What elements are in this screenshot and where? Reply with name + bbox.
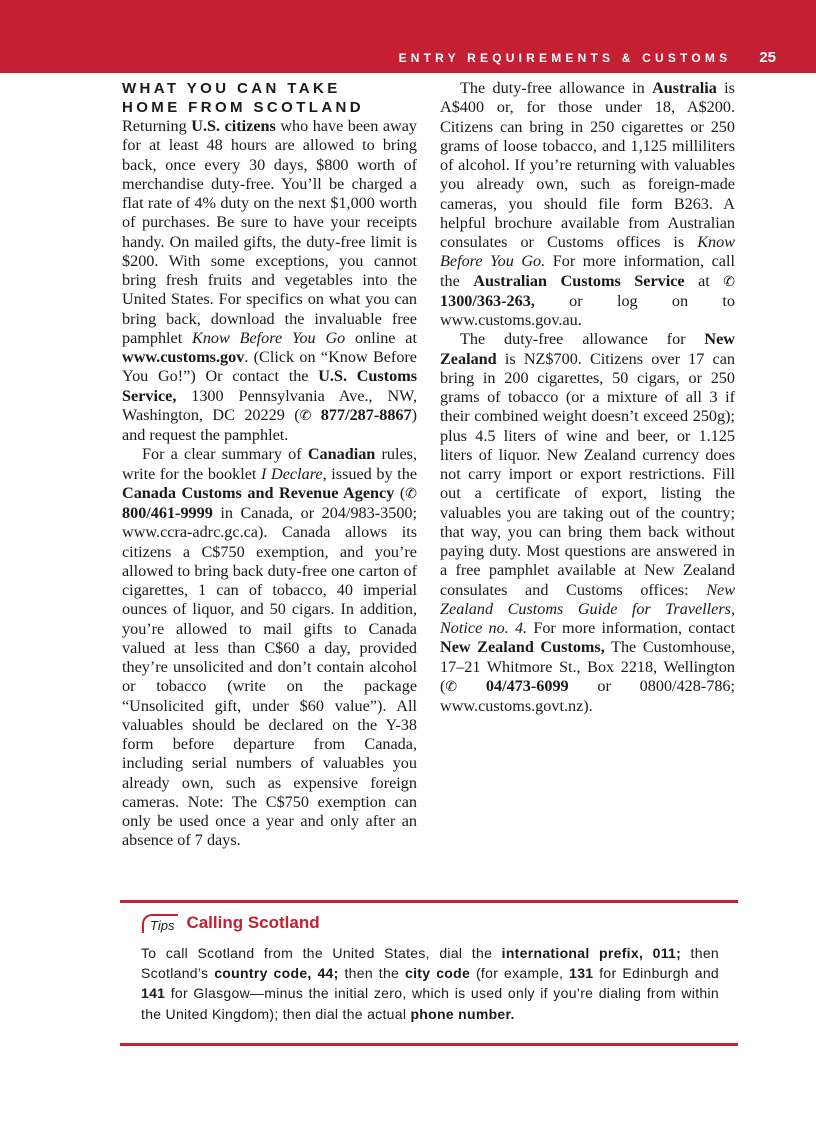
- new-zealand-paragraph: The duty-free allowance for New Zealand is NZ$700. Citizens over 17 can bring in 200 cigarettes, 50 cigars, or 250 grams of tobacco (or a mixture of all 3 if their combined weight doesn’t exceed 250g); plus 4.5 liters of wine and beer, or 1.125 liters of liquor. New Zealand currency does not carry import or export restrictions. Fill out a certificate of export, listing the valuables you are taking out of the country; that way, you can bring them back without paying duty. Most questions are answered in a free pamphlet available at New Zealand consulates and Customs offices: New Zealand Customs Guide for Travellers, Notice no. 4. For more information, contact New Zealand Customs, The Customhouse, 17–21 Whitmore St., Box 2218, Wellington (✆ 04/473-6099 or 0800/428-786; www.customs.govt.nz).: [440, 330, 736, 715]
- heading-line-1: WHAT YOU CAN TAKE: [122, 80, 341, 97]
- phone-icon: ✆: [405, 486, 418, 502]
- heading-line-2: HOME FROM SCOTLAND: [122, 99, 365, 116]
- canada-paragraph: For a clear summary of Canadian rules, write for the booklet I Declare, issued by the Canada Customs and Revenue Agency (✆ 800/461-9999 in Canada, or 204/983-3500; www.ccra-adrc.gc.ca). Canada allows its citizens a C$750 exemption, and you’re allowed to bring back duty-free one carton of cigarettes, 1 can of tobacco, 40 imperial ounces of liquor, and 50 cigars. In addition, you’re allowed to mail gifts to Canada valued at less than C$60 a day, provided they’re unsolicited and don’t contain alcohol or tobacco (write on the package “Unsolicited gift, under $60 value”). All valuables should be declared on the Y-38 form before departure from Canada, including serial numbers of valuables you already own, such as expensive foreign cameras. Note: The C$750 exemption can only be used once a year and only after an absence of 7 days.: [122, 445, 418, 850]
- australia-paragraph: The duty-free allowance in Australia is A$400 or, for those under 18, A$200. Citizens can bring in 250 cigarettes or 250 grams of loose tobacco, and 1,125 milliliters of alcohol. If you’re returning with valuables you already own, such as foreign-made cameras, you should file form B263. A helpful brochure available from Australian consulates or Customs offices is Know Before You Go. For more information, call the Australian Customs Service at ✆ 1300/363-263, or log on to www.customs.gov.au.: [440, 79, 735, 329]
- section-heading: [122, 79, 417, 117]
- left-column: [122, 79, 417, 851]
- right-column: [440, 79, 735, 716]
- tips-header: [142, 913, 320, 939]
- us-paragraph: Returning U.S. citizens who have been away for at least 48 hours are allowed to bring back, once every 30 days, $800 worth of merchandise duty-free. You’ll be charged a flat rate of 4% duty on the next $1,000 worth of purchases. Be sure to have your receipts handy. On mailed gifts, the duty-free limit is $200. With some exceptions, you cannot bring fresh fruits and vegetables into the United States. For specifics on what you can bring back, download the invaluable free pamphlet Know Before You Go online at www.customs.gov. (Click on “Know Before You Go!”) Or contact the U.S. Customs Service, 1300 Pennsylvania Ave., NW, Washington, DC 20229 (✆ 877/287-8867) and request the pamphlet.: [122, 117, 418, 444]
- running-head: [399, 49, 776, 66]
- page-number: 25: [759, 49, 776, 66]
- customs-link[interactable]: www.customs.gov: [122, 348, 245, 366]
- phone-icon: ✆: [723, 274, 735, 290]
- tips-body: To call Scotland from the United States, dial the international prefix, 011; then Scotland’s country code, 44; then the city code (for example, 131 for Edinburgh and 141 for Glasgow—minus the initial zero, which is used only if you’re dialing from within the United Kingdom); then dial the actual phone number.: [141, 945, 720, 1022]
- tips-box: [120, 900, 738, 1046]
- header-banner: [0, 0, 816, 73]
- phone-icon: ✆: [445, 679, 458, 695]
- tips-title: Calling Scotland: [186, 913, 320, 932]
- section-title: ENTRY REQUIREMENTS & CUSTOMS: [398, 51, 732, 65]
- phone-icon: ✆: [299, 408, 312, 424]
- tips-tag-icon: Tips: [142, 914, 178, 933]
